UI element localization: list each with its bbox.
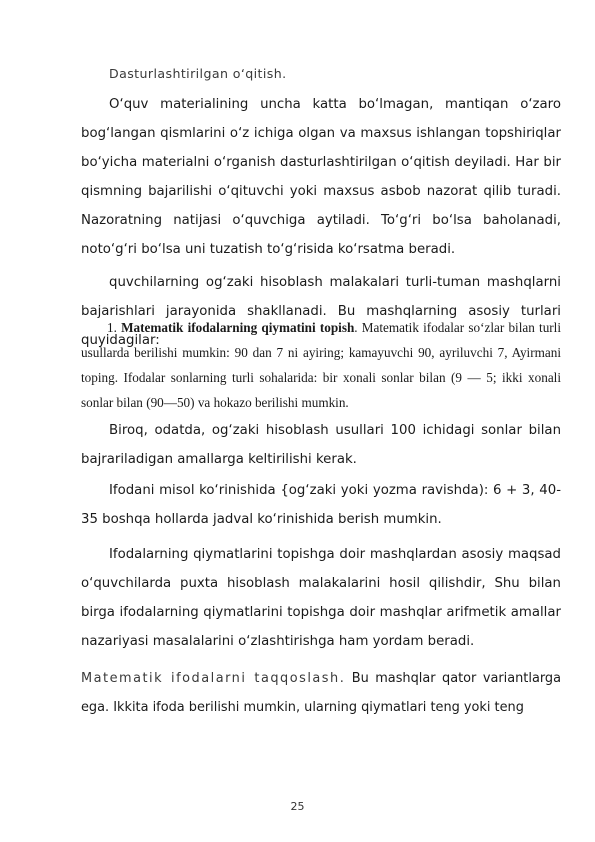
paragraph-expression-example: Ifodani misol ko‘rinishida {og‘zaki yoki yozma ravishda): 6 + 3, 40-35 boshqa hollarda jadval ko‘rinishida berish mumkin. xyxy=(81,483,561,527)
section-heading: Dasturlashtirilgan o‘qitish. xyxy=(109,66,287,81)
list-item-bold-term: Matematik ifodalarning qiymatini topish xyxy=(121,320,355,335)
list-item-number: 1. xyxy=(107,320,117,335)
paragraph-however: Biroq, odatda, og‘zaki hisoblash usullari 100 ichidagi sonlar bilan bajrariladigan amallarga keltirilishi kerak. xyxy=(81,423,561,467)
list-item-text: . Matematik ifodalar so‘zlar bilan turli usullarda berilishi mumkin: 90 dan 7 ni ayiring; kamayuvchi 90, ayriluvchi 7, Ayirmani toping. Ifodalar sonlarning turli sohalarida: bir xonali sonlar bilan (9 — 5; ikki xonali sonlar bilan (90—50) va hokazo berilishi mumkin. xyxy=(81,320,562,410)
paragraph-main-goal: Ifodalarning qiymatlarini topishga doir mashqlardan asosiy maqsad o‘quvchilarda puxta hisoblash malakalarini hosil qilishdir, Shu bilan birga ifodalarning qiymatlarini topishga doir mashqlar arifmetik amallar nazariyasi masalalarini o‘zlashtirishga ham yordam beradi. xyxy=(81,547,561,649)
compare-text: Bu mashqlar qator variantlarga ega. Ikkita ifoda berilishi mumkin, ularning qiymatlari teng yoki teng xyxy=(81,671,561,715)
page-number: 25 xyxy=(290,800,305,813)
paragraph-programmed-learning: O‘quv materialining uncha katta bo‘lmagan, mantiqan o‘zaro bog‘langan qismlarini o‘z ichiga olgan va maxsus ishlangan topshiriqlar bo‘yicha materialni o‘rganish dasturlashtirilgan o‘qitish deyiladi. Har bir qismning bajarilishi o‘qituvchi yoki maxsus asbob nazorat qilib turadi. Nazoratning natijasi o‘quvchiga aytiladi. To‘g‘ri bo‘lsa baholanadi, noto‘g‘ri bo‘lsa uni tuzatish to‘g‘risida ko‘rsatma beradi. xyxy=(81,97,561,257)
paragraph-oral-calculation: quvchilarning og‘zaki hisoblash malakalari turli-tuman mashqlarni bajarishlari jarayonida shakllanadi. Bu mashqlarning asosiy turlari quyidagilar: xyxy=(81,275,561,348)
list-item-1 xyxy=(81,315,561,415)
paragraph-compare-expressions xyxy=(81,664,561,722)
compare-heading: Matematik ifodalarni taqqoslash. xyxy=(81,671,346,686)
